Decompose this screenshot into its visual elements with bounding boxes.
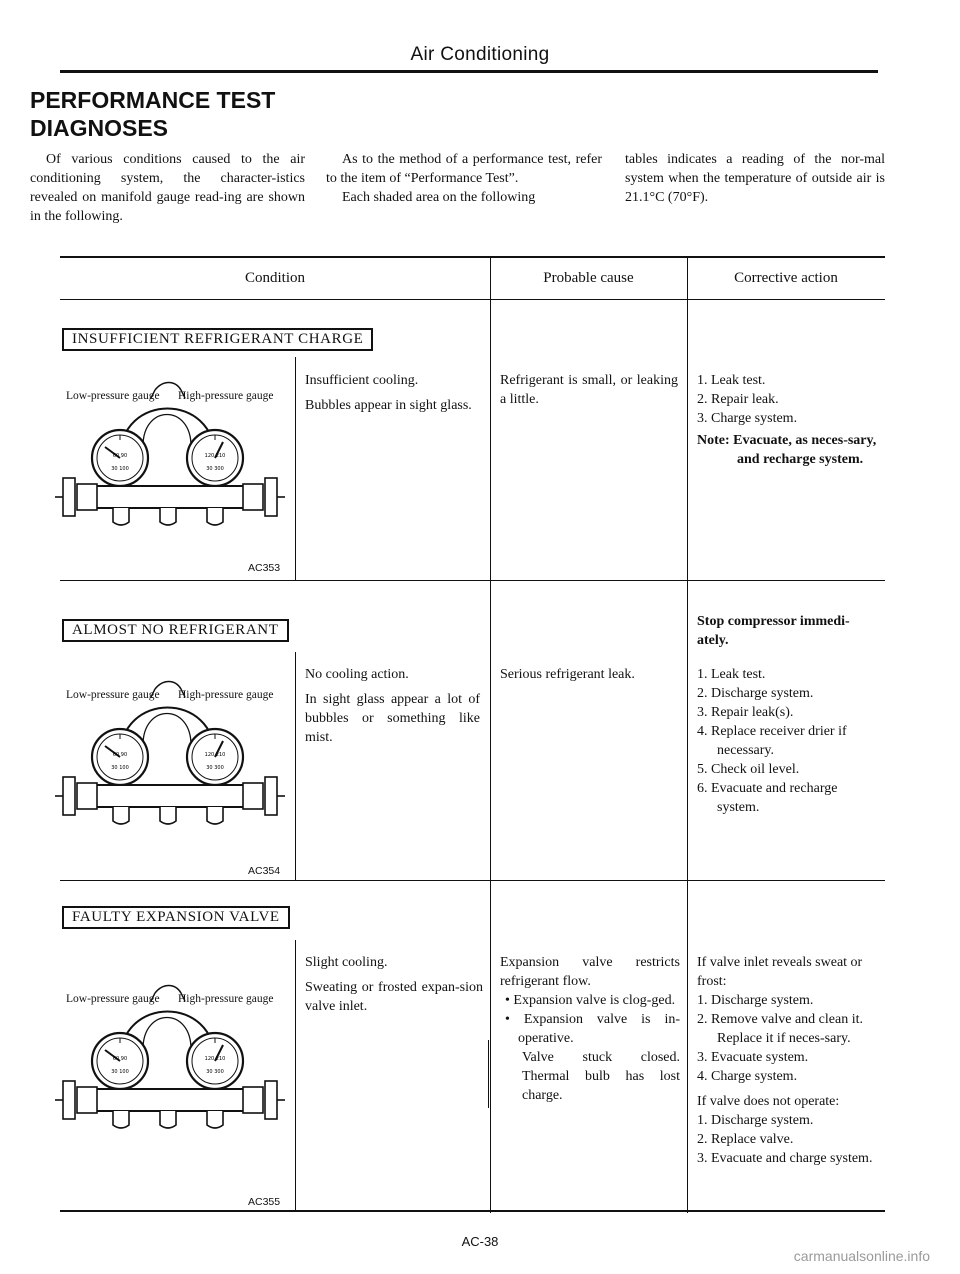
low-pressure-gauge-label: Low-pressure gauge xyxy=(66,689,160,701)
intro-paragraph: tables indicates a reading of the nor-mal system when the temperature of outside air is 21.1°C (70°F). xyxy=(625,152,885,205)
action-step: 2. Discharge system. xyxy=(697,686,814,701)
table-top-rule xyxy=(60,256,885,258)
note-label: Note: xyxy=(697,433,730,448)
figure-id: AC353 xyxy=(248,562,281,574)
intro-column-3 xyxy=(625,150,885,207)
figure-id: AC355 xyxy=(248,1196,281,1208)
table-divider xyxy=(490,256,491,1213)
header-title: Air Conditioning xyxy=(410,44,550,65)
low-pressure-gauge-label: Low-pressure gauge xyxy=(66,390,160,402)
action-step: 1. Leak test. xyxy=(697,373,766,388)
warning-text: Stop compressor immedi-ately. xyxy=(697,614,850,648)
note-text: Evacuate, as neces-sary, and recharge system. xyxy=(733,433,877,467)
corrective-action-cell xyxy=(697,953,877,1168)
watermark: carmanualsonline.info xyxy=(793,1248,930,1264)
row-separator xyxy=(60,580,885,581)
condition-label-almost-no-refrigerant: ALMOST NO REFRIGERANT xyxy=(62,619,289,642)
table-bottom-rule xyxy=(60,1210,885,1212)
cause-bullet-text: Expansion valve is clog-ged. xyxy=(513,993,676,1008)
intro-column-2 xyxy=(326,150,602,207)
column-header-condition: Condition xyxy=(244,270,305,286)
intro-paragraph: As to the method of a performance test, refer to the item of “Performance Test”. xyxy=(326,152,602,186)
action-condition: If valve does not operate: xyxy=(697,1094,840,1109)
action-step: 1. Discharge system. xyxy=(697,1113,814,1128)
action-step: 3. Repair leak(s). xyxy=(697,705,794,720)
symptom-text: Sweating or frosted expan-sion valve inlet. xyxy=(305,980,483,1014)
action-step: 3. Charge system. xyxy=(697,411,798,426)
symptom-text: Bubbles appear in sight glass. xyxy=(305,398,472,413)
cause-bullet: • Expansion valve is clog-ged. xyxy=(505,993,676,1008)
condition-label-faulty-expansion-valve: FAULTY EXPANSION VALVE xyxy=(62,906,290,929)
high-pressure-gauge-label: High-pressure gauge xyxy=(178,993,274,1005)
corrective-action-cell xyxy=(697,371,877,469)
cause-detail: Valve stuck closed. Thermal bulb has lost charge. xyxy=(522,1050,680,1103)
low-pressure-gauge-label: Low-pressure gauge xyxy=(66,993,160,1005)
action-step: 3. Evacuate and charge system. xyxy=(697,1151,873,1166)
action-step: 2. Replace valve. xyxy=(697,1132,794,1147)
cause-text: Serious refrigerant leak. xyxy=(500,667,635,682)
figure-id: AC354 xyxy=(248,865,281,877)
manifold-gauge-diagram xyxy=(25,661,300,851)
intro-paragraph: Each shaded area on the following xyxy=(342,190,536,205)
corrective-action-cell xyxy=(697,665,877,817)
cause-side-rule xyxy=(488,1040,489,1108)
section-title-line1: PERFORMANCE TEST xyxy=(30,87,276,113)
action-step: 4. Replace receiver drier if necessary. xyxy=(697,724,847,758)
row-separator xyxy=(60,880,885,881)
cause-text: Expansion valve restricts refrigerant flow. xyxy=(500,955,680,989)
page-number: AC-38 xyxy=(461,1234,499,1249)
manifold-gauge-diagram xyxy=(25,965,300,1155)
action-condition: If valve inlet reveals sweat or frost: xyxy=(697,955,863,989)
symptom-text: No cooling action. xyxy=(305,667,409,682)
symptoms-cell xyxy=(305,371,480,415)
action-step: 2. Remove valve and clean it. Replace it if neces-sary. xyxy=(697,1012,863,1046)
action-step: 1. Discharge system. xyxy=(697,993,814,1008)
high-pressure-gauge-label: High-pressure gauge xyxy=(178,390,274,402)
high-pressure-gauge-label: High-pressure gauge xyxy=(178,689,274,701)
symptom-text: In sight glass appear a lot of bubbles or something like mist. xyxy=(305,692,480,745)
symptoms-cell xyxy=(305,953,483,1016)
probable-cause-cell xyxy=(500,665,678,684)
manifold-gauge-diagram xyxy=(25,362,300,552)
action-step: 1. Leak test. xyxy=(697,667,766,682)
action-step: 4. Charge system. xyxy=(697,1069,798,1084)
symptoms-cell xyxy=(305,665,480,747)
action-step: 6. Evacuate and recharge system. xyxy=(697,781,838,815)
cause-bullet: • Expansion valve is in-operative. xyxy=(505,1012,681,1046)
table-divider xyxy=(687,256,688,1213)
header-rule xyxy=(60,70,878,73)
table-header-rule xyxy=(60,299,885,300)
symptom-text: Slight cooling. xyxy=(305,955,388,970)
column-header-probable-cause: Probable cause xyxy=(543,270,634,286)
section-title-line2: DIAGNOSES xyxy=(30,115,169,141)
note xyxy=(697,431,877,469)
action-step: 3. Evacuate system. xyxy=(697,1050,809,1065)
section-title xyxy=(30,86,275,142)
cause-bullet-text: Expansion valve is in-operative. xyxy=(518,1012,681,1046)
condition-label-insufficient-charge: INSUFFICIENT REFRIGERANT CHARGE xyxy=(62,328,373,351)
column-header-corrective-action: Corrective action xyxy=(734,270,838,286)
action-step: 2. Repair leak. xyxy=(697,392,779,407)
action-step: 5. Check oil level. xyxy=(697,762,800,777)
probable-cause-cell xyxy=(500,371,678,409)
probable-cause-cell xyxy=(500,953,680,1105)
symptom-text: Insufficient cooling. xyxy=(305,373,419,388)
cause-text: Refrigerant is small, or leaking a little. xyxy=(500,373,678,407)
intro-column-1 xyxy=(30,150,305,226)
intro-paragraph: Of various conditions caused to the air conditioning system, the character-istics revealed on manifold gauge read-ing are shown in the following. xyxy=(30,152,305,224)
